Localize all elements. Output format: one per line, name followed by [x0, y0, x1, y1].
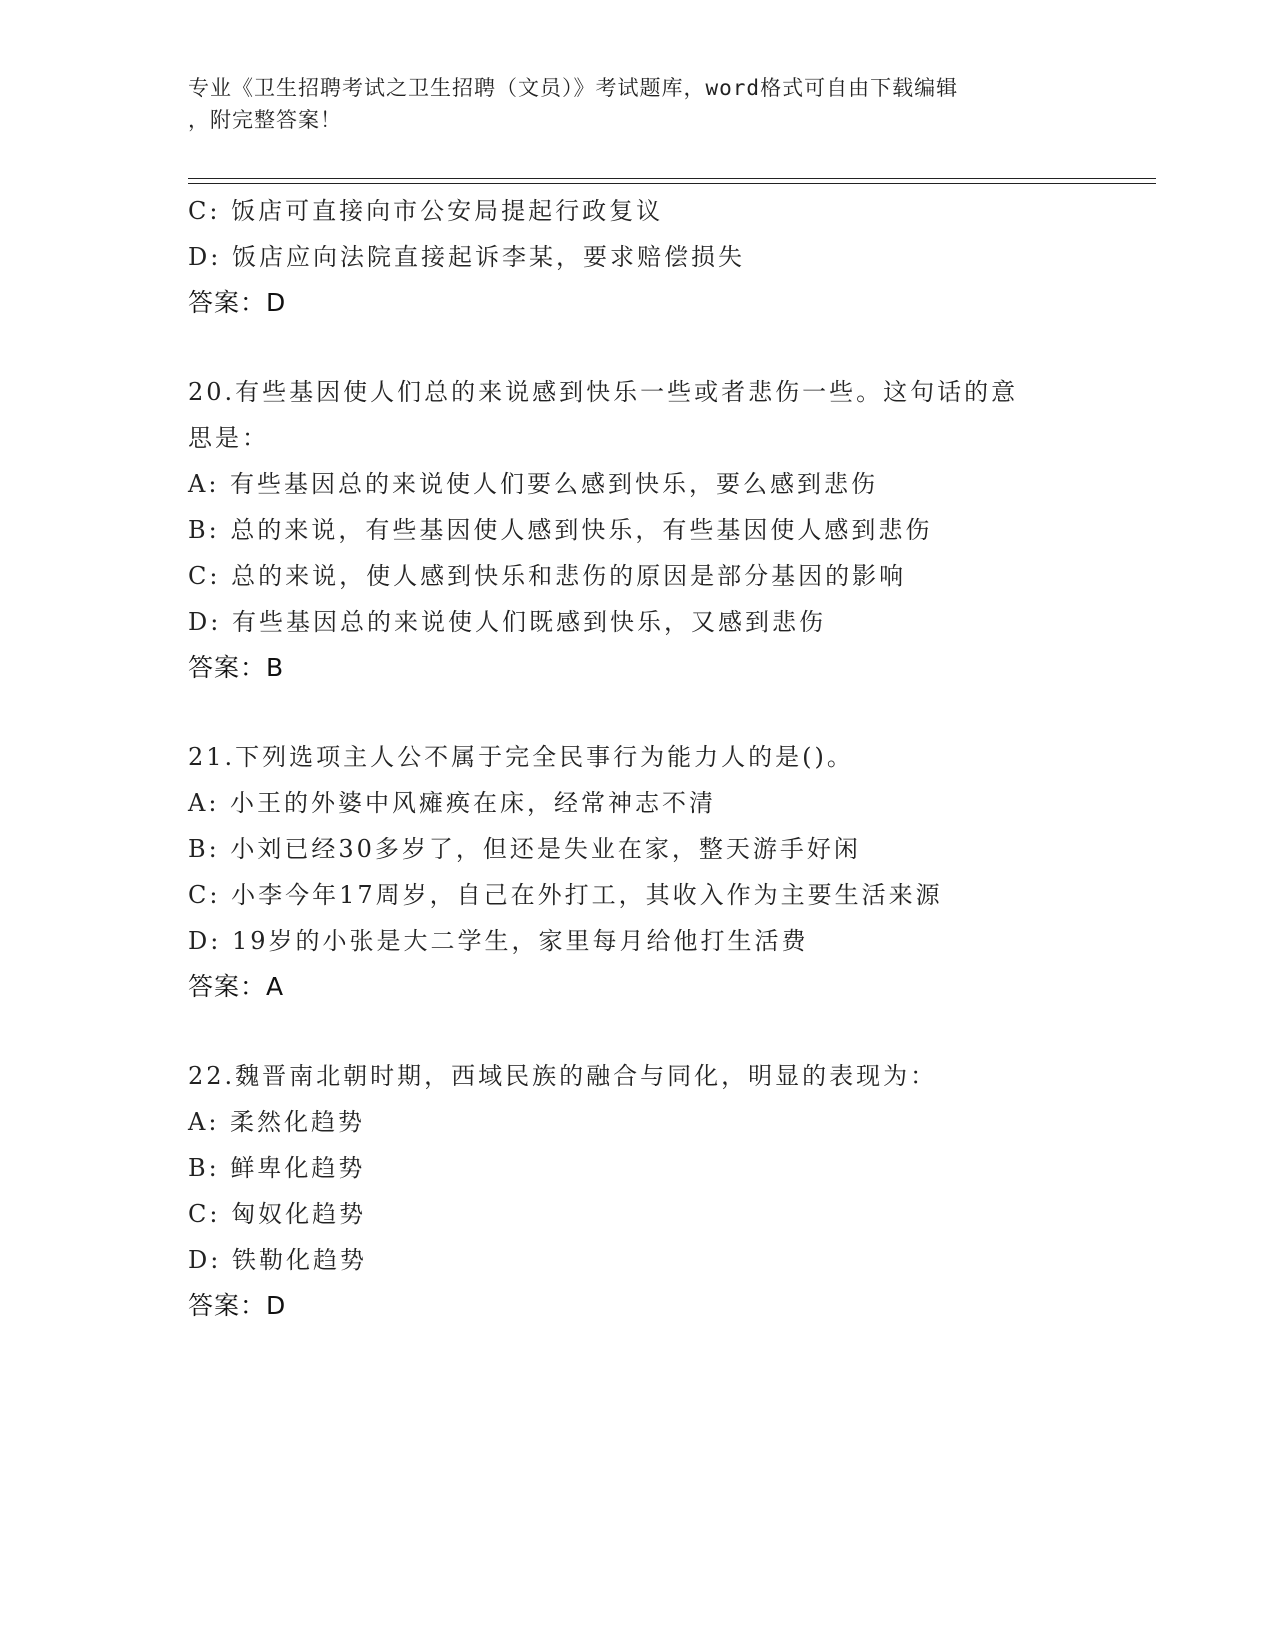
question-19-tail [188, 188, 1088, 326]
question-stem-continued: 思是： [188, 424, 269, 452]
question-stem: 21.下列选项主人公不属于完全民事行为能力人的是()。 [188, 743, 854, 771]
option-a: A: 柔然化趋势 [188, 1108, 366, 1136]
option-d: D: 饭店应向法院直接起诉李某，要求赔偿损失 [188, 243, 745, 271]
option-d: D: 有些基因总的来说使人们既感到快乐，又感到悲伤 [188, 608, 826, 636]
spacer [188, 326, 1088, 369]
question-22 [188, 1053, 1088, 1329]
header-divider-top [188, 178, 1156, 179]
answer: 答案：D [188, 1291, 287, 1320]
document-header [188, 72, 1068, 136]
header-line-2: ，附完整答案！ [188, 108, 342, 132]
option-d: D: 19岁的小张是大二学生，家里每月给他打生活费 [188, 927, 809, 955]
option-d: D: 铁勒化趋势 [188, 1246, 367, 1274]
question-list [188, 188, 1088, 1329]
spacer [188, 691, 1088, 734]
option-c: C: 小李今年17周岁，自己在外打工，其收入作为主要生活来源 [188, 881, 943, 909]
question-stem: 20.有些基因使人们总的来说感到快乐一些或者悲伤一些。这句话的意 [188, 378, 1019, 406]
answer: 答案：D [188, 288, 287, 317]
question-21 [188, 734, 1088, 1010]
answer: 答案：B [188, 653, 285, 682]
option-c: C: 总的来说，使人感到快乐和悲伤的原因是部分基因的影响 [188, 562, 907, 590]
option-b: B: 总的来说，有些基因使人感到快乐，有些基因使人感到悲伤 [188, 516, 933, 544]
header-divider-bottom [188, 183, 1156, 184]
option-c: C: 饭店可直接向市公安局提起行政复议 [188, 197, 664, 225]
question-20 [188, 369, 1088, 691]
option-b: B: 小刘已经30多岁了，但还是失业在家，整天游手好闲 [188, 835, 861, 863]
option-b: B: 鲜卑化趋势 [188, 1154, 366, 1182]
spacer [188, 1010, 1088, 1053]
header-line-1: 专业《卫生招聘考试之卫生招聘（文员）》考试题库，word格式可自由下载编辑 [188, 76, 959, 100]
option-a: A: 小王的外婆中风瘫痪在床，经常神志不清 [188, 789, 717, 817]
question-stem: 22.魏晋南北朝时期，西域民族的融合与同化，明显的表现为： [188, 1062, 938, 1090]
option-a: A: 有些基因总的来说使人们要么感到快乐，要么感到悲伤 [188, 470, 879, 498]
option-c: C: 匈奴化趋势 [188, 1200, 367, 1228]
answer: 答案：A [188, 972, 285, 1001]
